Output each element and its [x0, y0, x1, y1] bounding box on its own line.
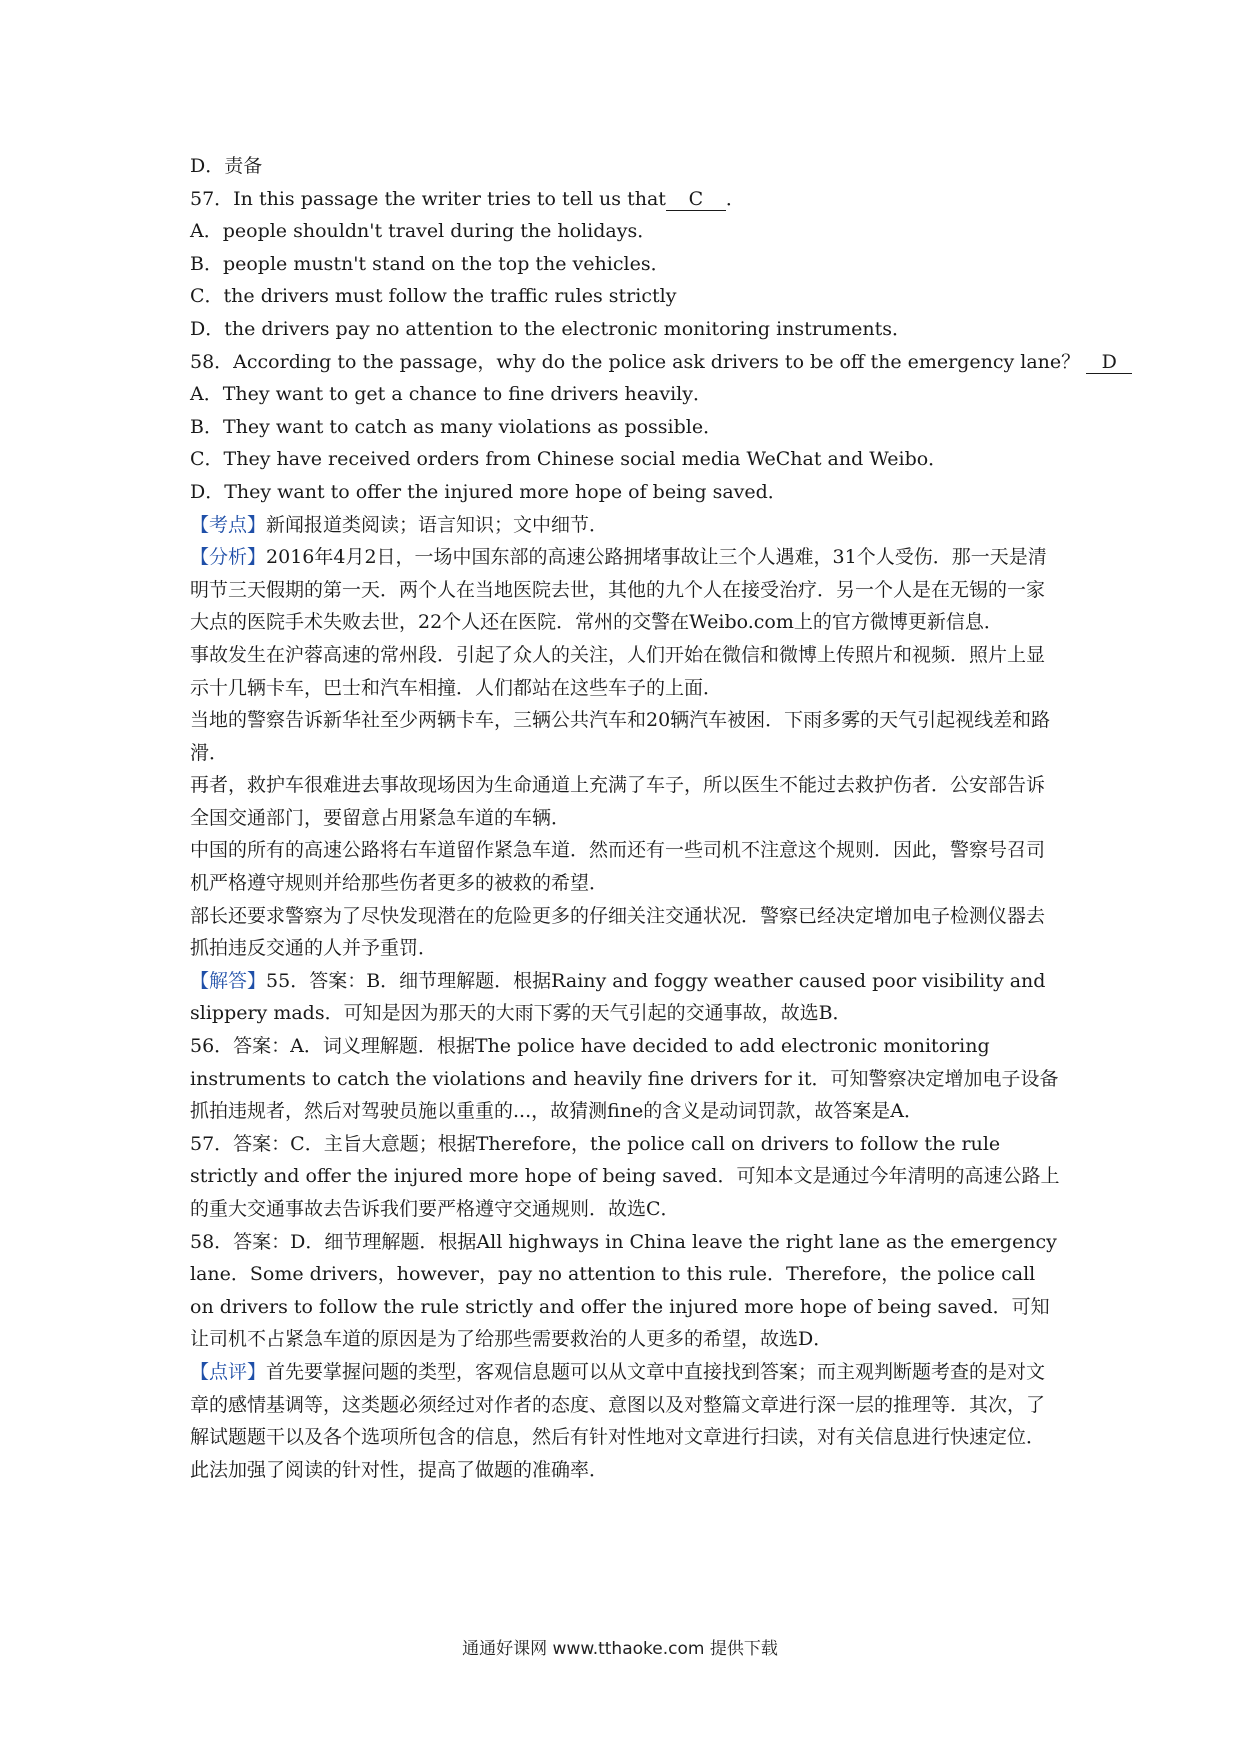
- kaodian-text: 新闻报道类阅读；语言知识；文中细节．: [266, 513, 609, 536]
- question-57: [190, 183, 1060, 216]
- question-58-answer-blank: D: [1086, 351, 1132, 374]
- fenxi-paragraph-3: 再者，救护车很难进去事故现场因为生命通道上充满了车子，所以医生不能过去救护伤者．公安部告诉全国交通部门，要留意占用紧急车道的车辆．: [190, 774, 1046, 829]
- jieda-tag: 【解答】: [190, 969, 267, 992]
- fenxi-paragraph-1: 事故发生在沪蓉高速的常州段．引起了众人的关注，人们开始在微信和微博上传照片和视频．照片上显示十几辆卡车，巴士和汽车相撞．人们都站在这些车子的上面．: [190, 643, 1046, 699]
- question-57-text: 57．In this passage the writer tries to tell us that: [190, 187, 666, 210]
- jieda-section: [190, 965, 1060, 1030]
- page-footer: 通通好课网 www.tthaoke.com 提供下载: [462, 1639, 778, 1659]
- question-58-option-a: A．They want to get a chance to fine drivers heavily．: [190, 383, 712, 406]
- kaodian-section: [190, 509, 1060, 542]
- fenxi-paragraph-4: 中国的所有的高速公路将右车道留作紧急车道．然而还有一些司机不注意这个规则．因此，警察号召司机严格遵守规则并给那些伤者更多的被救的希望．: [190, 839, 1046, 895]
- question-57-option-b: B．people mustn't stand on the top the vehicles．: [190, 252, 670, 275]
- dianping-section: [190, 1356, 1060, 1486]
- option-d-previous: D．责备: [190, 155, 263, 177]
- dianping-text: 首先要掌握问题的类型，客观信息题可以从文章中直接找到答案；而主观判断题考查的是对文章的感情基调等，这类题必须经过对作者的态度、意图以及对整篇文章进行深一层的推理等．其次，了解试题题干以及各个选项所包含的信息，然后有针对性地对文章进行扫读，对有关信息进行快速定位．此法加强了阅读的针对性，提高了做题的准确率．: [190, 1360, 1046, 1481]
- fenxi-text: 2016年4月2日，一场中国东部的高速公路拥堵事故让三个人遇难，31个人受伤．那一天是清明节三天假期的第一天．两个人在当地医院去世，其他的九个人在接受治疗．另一个人是在无锡的一家大点的医院手术失败去世，22个人还在医院．常州的交警在Weibo.com上的官方微博更新信息．: [190, 546, 1047, 634]
- question-57-option-a: A．people shouldn't travel during the holidays．: [190, 220, 657, 243]
- fenxi-section: [190, 541, 1060, 639]
- question-58-text: 58．According to the passage，why do the police ask drivers to be off the emergency lane？: [190, 350, 1081, 373]
- jieda-text: 55．答案：B．细节理解题．根据Rainy and foggy weather caused poor visibility and slippery mads．可知是因为那天的大雨下雾的天气引起的交通事故，故选B．: [190, 969, 1046, 1025]
- question-57-option-d: D．the drivers pay no attention to the electronic monitoring instruments．: [190, 317, 912, 340]
- question-57-end: ．: [725, 187, 745, 210]
- fenxi-paragraph-2: 当地的警察告诉新华社至少两辆卡车，三辆公共汽车和20辆汽车被困．下雨多雾的天气引起视线差和路滑．: [190, 709, 1051, 764]
- fenxi-tag: 【分析】: [190, 546, 267, 569]
- kaodian-tag: 【考点】: [190, 513, 267, 536]
- jieda-answer-56: 56．答案：A．词义理解题．根据The police have decided to add electronic monitoring instruments to catch the violations and heavily fine drivers for it．可知警察决定增加电子设备抓拍违规者，然后对驾驶员施以重重的...，故猜测fine的含义是动词罚款，故答案是A．: [190, 1035, 1059, 1123]
- jieda-answer-58: 58．答案：D．细节理解题．根据All highways in China leave the right lane as the emergency lane．Some drivers，however，pay no attention to this rule．Therefore，the police call on drivers to follow the rule strictly and offer the injured more hope of being saved．可知让司机不占紧急车道的原因是为了给那些需要救治的人更多的希望，故选D．: [190, 1230, 1057, 1351]
- question-58: [190, 346, 1117, 379]
- question-57-option-c: C．the drivers must follow the traffic rules strictly: [190, 285, 677, 308]
- question-58-option-c: C．They have received orders from Chinese social media WeChat and Weibo．: [190, 448, 948, 471]
- dianping-tag: 【点评】: [190, 1360, 267, 1383]
- question-57-answer-blank: C: [666, 188, 726, 211]
- jieda-answer-57: 57．答案：C．主旨大意题；根据Therefore，the police call on drivers to follow the rule strictly and offer the injured more hope of being saved．可知本文是通过今年清明的高速公路上的重大交通事故去告诉我们要严格遵守交通规则．故选C．: [190, 1132, 1060, 1220]
- document-body: [190, 150, 1117, 1486]
- question-58-option-d: D．They want to offer the injured more hope of being saved．: [190, 480, 787, 503]
- fenxi-paragraph-5: 部长还要求警察为了尽快发现潜在的危险更多的仔细关注交通状况．警察已经决定增加电子检测仪器去抓拍违反交通的人并予重罚．: [190, 904, 1046, 960]
- question-58-option-b: B．They want to catch as many violations as possible．: [190, 415, 723, 438]
